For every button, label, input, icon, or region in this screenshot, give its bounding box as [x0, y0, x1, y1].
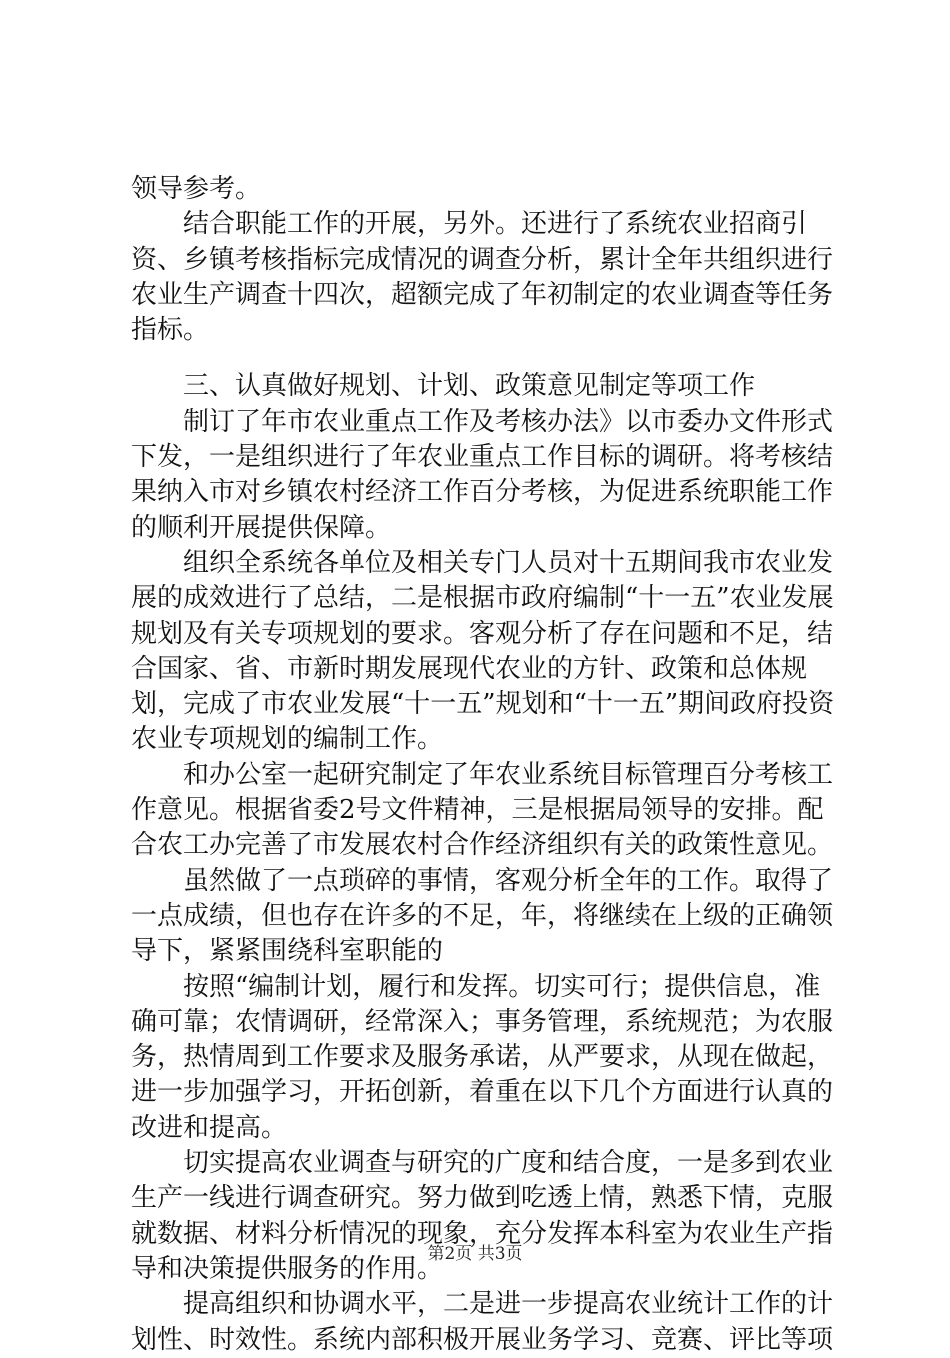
paragraph: 切实提高农业调查与研究的广度和结合度，一是多到农业生产一线进行调查研究。努力做到吃透上情，熟悉下情，克服就数据、材料分析情况的现象，充分发挥本科室为农业生产指导和决策提供服务的作用。	[131, 1148, 834, 1284]
section-heading: 三、认真做好规划、计划、政策意见制定等项工作	[183, 371, 756, 402]
paragraph: 提高组织和协调水平，二是进一步提高农业统计工作的计划性、时效性。系统内部积极开展业务学习、竞赛、评比等项	[131, 1289, 834, 1355]
paragraph: 制订了年市农业重点工作及考核办法》以市委办文件形式下发，一是组织进行了年农业重点工作目标的调研。将考核结果纳入市对乡镇农村经济工作百分考核，为促进系统职能工作的顺利开展提供保障。	[131, 406, 834, 543]
paragraph: 组织全系统各单位及相关专门人员对十五期间我市农业发展的成效进行了总结，二是根据市政府编制“十一五”农业发展规划及有关专项规划的要求。客观分析了存在问题和不足，结合国家、省、市新时期发展现代农业的方针、政策和总体规划，完成了市农业发展“十一五”规划和“十一五”期间政府投资农业专项规划的编制工作。	[131, 547, 835, 755]
paragraph: 按照“编制计划，履行和发挥。切实可行；提供信息，准确可靠；农情调研，经常深入；事务管理，系统规范；为农服务，热情周到工作要求及服务承诺，从严要求，从现在做起，进一步加强学习，开拓创新，着重在以下几个方面进行认真的改进和提高。	[131, 971, 834, 1143]
paragraph-continuation: 领导参考。	[131, 174, 262, 204]
page-number-footer: 第2页 共3页	[427, 1244, 523, 1264]
document-body	[131, 172, 841, 1358]
paragraph: 结合职能工作的开展，另外。还进行了系统农业招商引资、乡镇考核指标完成情况的调查分析，累计全年共组织进行农业生产调查十四次，超额完成了年初制定的农业调查等任务指标。	[131, 209, 834, 346]
paragraph: 和办公室一起研究制定了年农业系统目标管理百分考核工作意见。根据省委2号文件精神，三是根据局领导的安排。配合农工办完善了市发展农村合作经济组织有关的政策性意见。	[131, 759, 834, 861]
paragraph: 虽然做了一点琐碎的事情，客观分析全年的工作。取得了一点成绩，但也存在许多的不足，年，将继续在上级的正确领导下，紧紧围绕科室职能的	[131, 865, 834, 967]
